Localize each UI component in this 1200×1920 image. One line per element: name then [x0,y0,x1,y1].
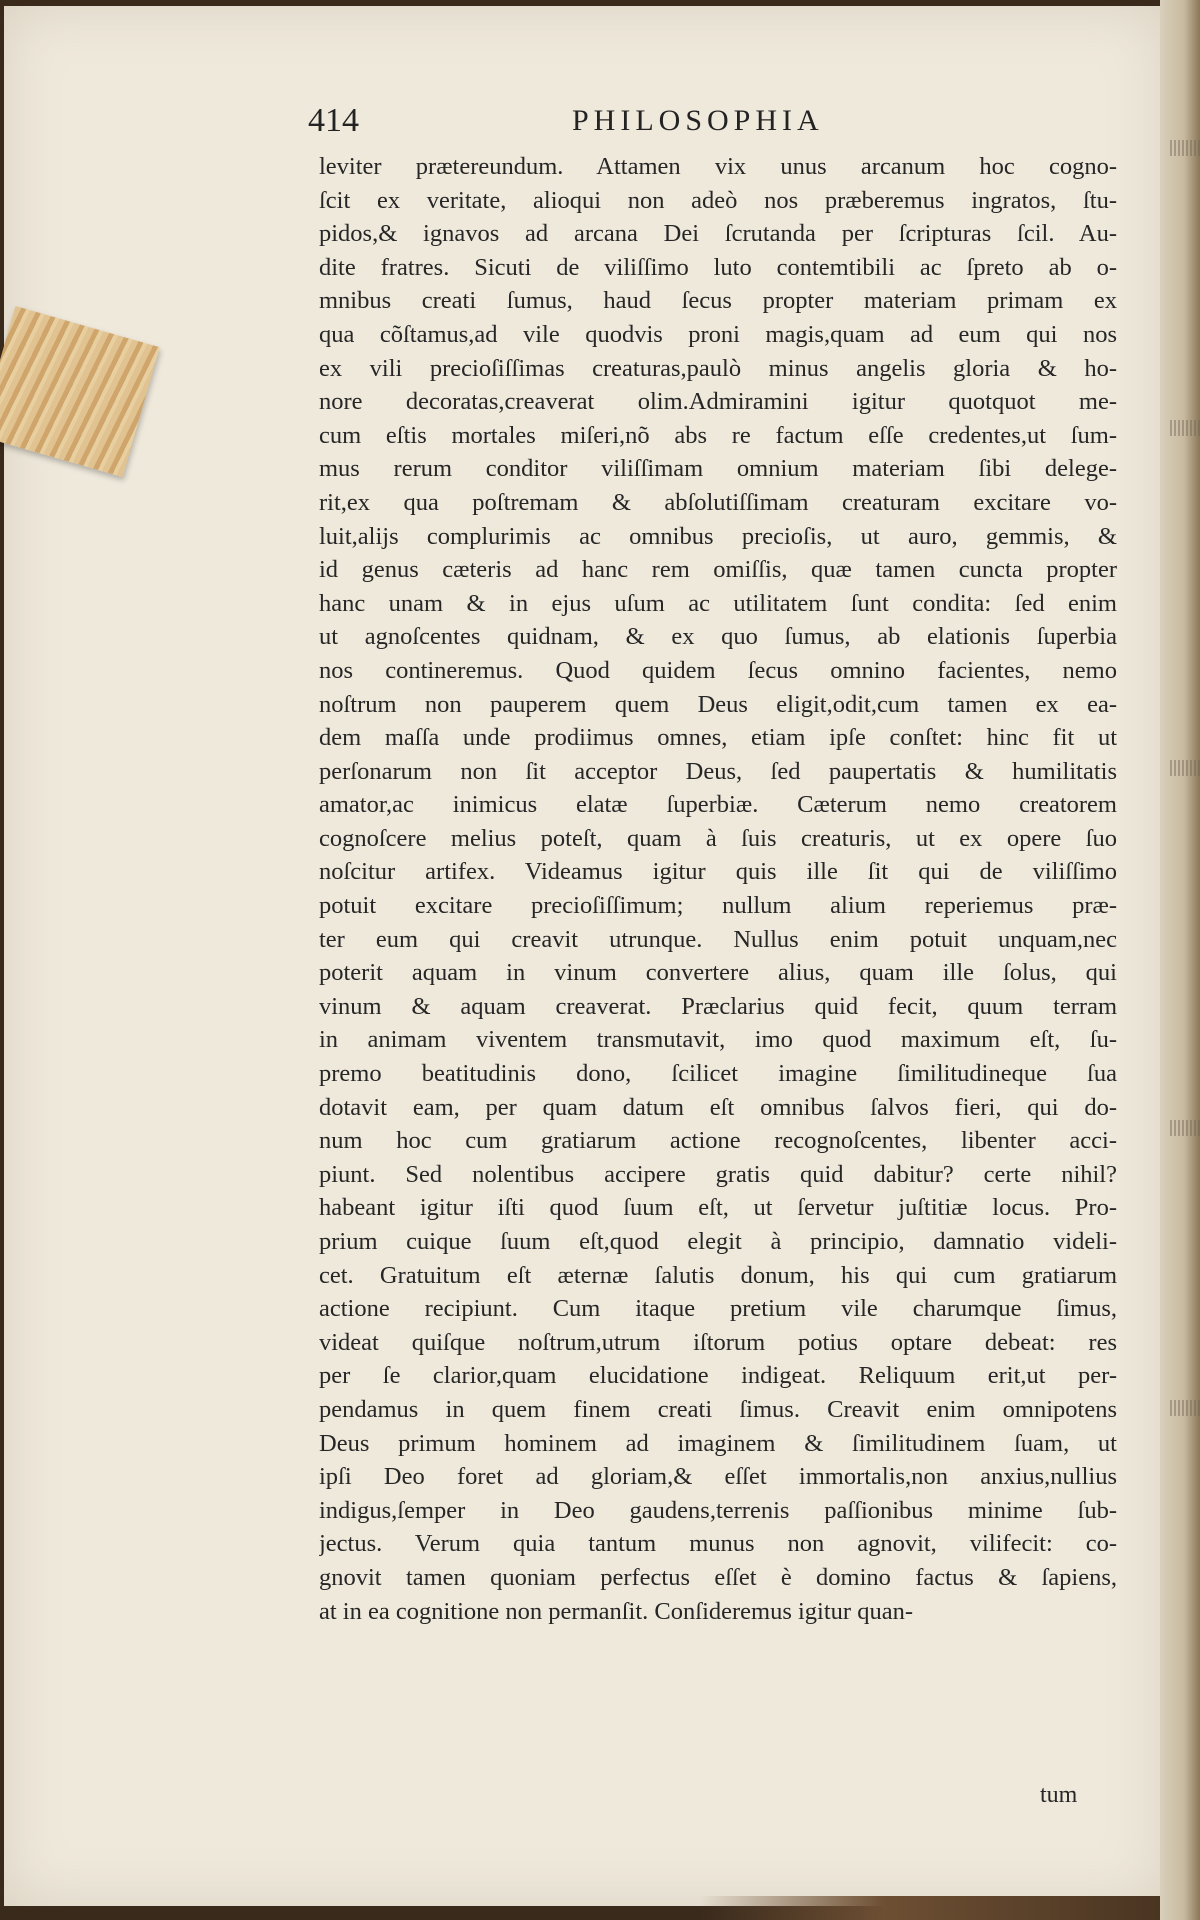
text-line: cet. Gratuitum eſt æternæ ſalutis donum, his qui cum gratiarum [319,1261,1117,1289]
text-line: leviter prætereundum. Attamen vix unus arcanum hoc cogno- [319,153,1117,180]
book-page [4,6,1164,1906]
text-line: amator,ac inimicus elatæ ſuperbiæ. Cæterum nemo creatorem [319,791,1117,819]
text-line: ter eum qui creavit utrunque. Nullus enim potuit unquam,nec [319,925,1117,953]
edge-text-fragment [1170,140,1200,156]
running-title: PHILOSOPHIA [572,104,824,137]
text-line: mus rerum conditor viliſſimam omnium materiam ſibi delege- [319,455,1117,483]
edge-text-fragment [1170,1120,1200,1136]
text-line: videat quiſque noſtrum,utrum iſtorum potius optare debeat: res [319,1328,1117,1356]
bottom-edge-stain [700,1896,1160,1920]
text-line: premo beatitudinis dono, ſcilicet imagine ſimilitudineque ſua [319,1060,1117,1088]
text-line: Deus primum hominem ad imaginem & ſimilitudinem ſuam, ut [319,1429,1117,1457]
page-number: 414 [308,102,359,139]
body-text [319,150,1117,1628]
text-line: jectus. Verum quia tantum munus non agnovit, vilifecit: co- [319,1530,1117,1558]
text-line: gnovit tamen quoniam perfectus eſſet è domino factus & ſapiens, [319,1563,1117,1591]
next-page-edge [1160,0,1200,1920]
text-line: ſcit ex veritate, alioqui non adeò nos præberemus ingratos, ſtu- [319,186,1117,214]
catchword: tum [1040,1782,1078,1808]
text-line: piunt. Sed nolentibus accipere gratis quid dabitur? certe nihil? [319,1160,1117,1188]
text-line: indigus,ſemper in Deo gaudens,terrenis paſſionibus minime ſub- [319,1496,1117,1524]
text-line: in animam viventem transmutavit, imo quod maximum eſt, ſu- [319,1026,1117,1054]
text-line: cum eſtis mortales miſeri,nõ abs re factum eſſe credentes,ut ſum- [319,421,1117,449]
text-line: vinum & aquam creaverat. Præclarius quid fecit, quum terram [319,992,1117,1020]
text-line: habeant igitur iſti quod ſuum eſt, ut ſervetur juſtitiæ locus. Pro- [319,1194,1117,1222]
edge-text-fragment [1170,760,1200,776]
text-line: cognoſcere melius poteſt, quam à ſuis creaturis, ut ex opere ſuo [319,824,1117,852]
text-line: rit,ex qua poſtremam & abſolutiſſimam creaturam excitare vo- [319,488,1117,516]
text-line: actione recipiunt. Cum itaque pretium vile charumque ſimus, [319,1295,1117,1323]
text-line: dite fratres. Sicuti de viliſſimo luto contemtibili ac ſpreto ab o- [319,253,1117,281]
text-line: noſtrum non pauperem quem Deus eligit,odit,cum tamen ex ea- [319,690,1117,718]
text-line: prium cuique ſuum eſt,quod elegit à principio, damnatio videli- [319,1228,1117,1255]
edge-text-fragment [1170,420,1200,436]
text-line: qua cõſtamus,ad vile quodvis proni magis,quam ad eum qui nos [319,320,1117,348]
text-line: mnibus creati ſumus, haud ſecus propter materiam primam ex [319,287,1117,315]
text-line: luit,alijs complurimis ac omnibus precioſis, ut auro, gemmis, & [319,522,1117,550]
text-line: hanc unam & in ejus uſum ac utilitatem ſunt condita: ſed enim [319,589,1117,617]
text-line: at in ea cognitione non permanſit. Conſideremus igitur quan- [319,1597,913,1625]
text-line: ex vili precioſiſſimas creaturas,paulò minus angelis gloria & ho- [319,354,1117,382]
text-line: nore decoratas,creaverat olim.Admiramini igitur quotquot me- [319,388,1117,416]
text-line: poterit aquam in vinum convertere alius, quam ille ſolus, qui [319,959,1117,987]
page-header [308,102,1116,142]
text-line: dem maſſa unde prodiimus omnes, etiam ipſe conſtet: hinc fit ut [319,724,1117,752]
text-line: dotavit eam, per quam datum eſt omnibus ſalvos fieri, qui do- [319,1093,1117,1121]
text-line: id genus cæteris ad hanc rem omiſſis, quæ tamen cuncta propter [319,556,1117,584]
text-line: noſcitur artifex. Videamus igitur quis ille ſit qui de viliſſimo [319,858,1117,886]
text-line: nos contineremus. Quod quidem ſecus omnino facientes, nemo [319,656,1117,684]
text-line: per ſe clarior,quam elucidatione indigeat. Reliquum erit,ut per- [319,1362,1117,1390]
text-line: pidos,& ignavos ad arcana Dei ſcrutanda per ſcripturas ſcil. Au- [319,220,1117,248]
text-line: ipſi Deo foret ad gloriam,& eſſet immortalis,non anxius,nullius [319,1463,1117,1491]
text-line: potuit excitare precioſiſſimum; nullum alium reperiemus præ- [319,892,1117,920]
text-line: ut agnoſcentes quidnam, & ex quo ſumus, ab elationis ſuperbia [319,623,1117,651]
text-line: perſonarum non ſit acceptor Deus, ſed paupertatis & humilitatis [319,757,1117,785]
text-line: pendamus in quem finem creati ſimus. Creavit enim omnipotens [319,1395,1117,1423]
edge-text-fragment [1170,1400,1200,1416]
text-line: num hoc cum gratiarum actione recognoſcentes, libenter acci- [319,1127,1117,1155]
wooden-bookmark-strip [0,306,160,477]
